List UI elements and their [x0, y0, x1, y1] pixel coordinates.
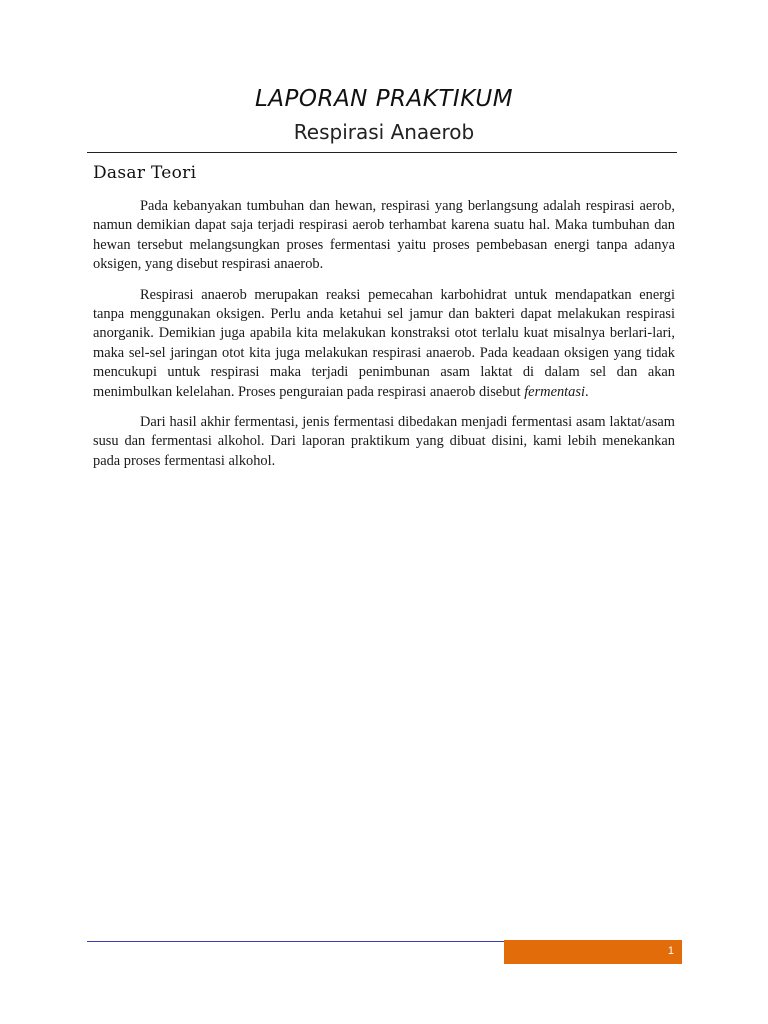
- italic-term: fermentasi: [524, 383, 585, 400]
- body-text: [93, 197, 675, 482]
- section-heading: Dasar Teori: [93, 163, 197, 183]
- paragraph-2-text: Respirasi anaerob merupakan reaksi pemecahan karbohidrat untuk mendapatkan energi tanpa menggunakan oksigen. Perlu anda ketahui sel jamur dan bakteri dapat melakukan respirasi anorganik. Demikian juga apabila kita melakukan konstraksi otot terlalu kuat misalnya berlari-lari, maka sel-sel jaringan otot kita juga melakukan respirasi anaerob. Pada keadaan oksigen yang tidak mencukupi untuk respirasi maka terjadi penimbunan asam laktat di dalam sel dan akan menimbulkan kelelahan. Proses penguraian pada respirasi anaerob disebut: [93, 286, 675, 400]
- paragraph-3: Dari hasil akhir fermentasi, jenis fermentasi dibedakan menjadi fermentasi asam laktat/asam susu dan fermentasi alkohol. Dari laporan praktikum yang dibuat disini, kami lebih menekankan pada proses fermentasi alkohol.: [93, 414, 675, 469]
- footer-divider: [87, 941, 504, 942]
- paragraph-2: [93, 286, 675, 402]
- report-subtitle: Respirasi Anaerob: [293, 120, 475, 144]
- page-number-badge: [504, 940, 682, 964]
- paragraph-1: Pada kebanyakan tumbuhan dan hewan, respirasi yang berlangsung adalah respirasi aerob, namun demikian dapat saja terjadi respirasi aerob terhambat karena suatu hal. Maka tumbuhan dan hewan tersebut melangsungkan proses fermentasi yaitu proses pembebasan energi tanpa adanya oksigen, yang disebut respirasi anaerob.: [93, 198, 675, 273]
- page-number: 1: [667, 945, 674, 957]
- report-title: LAPORAN PRAKTIKUM: [254, 86, 514, 112]
- paragraph-2-end: .: [584, 383, 589, 400]
- title-divider: [87, 152, 677, 153]
